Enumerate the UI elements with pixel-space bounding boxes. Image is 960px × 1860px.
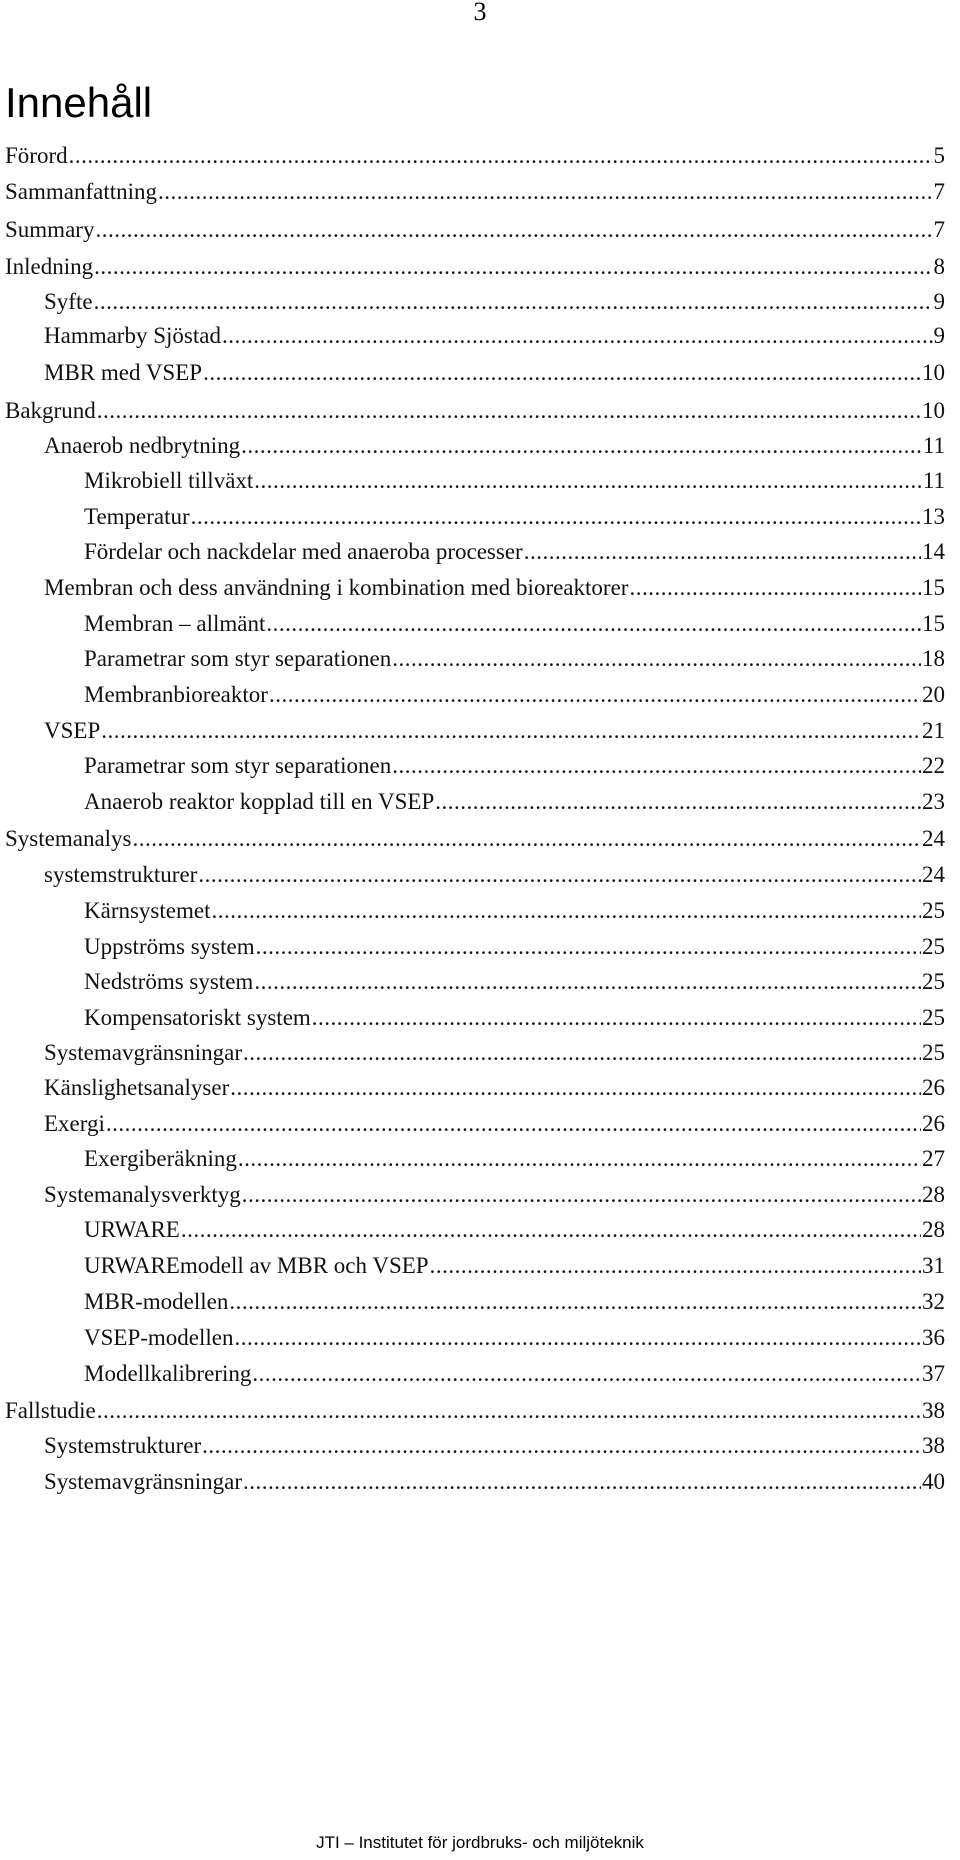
toc-dot-leader (524, 534, 921, 570)
toc-entry[interactable] (44, 1428, 945, 1464)
toc-entry[interactable] (84, 1000, 945, 1036)
toc-dot-leader (252, 1356, 921, 1392)
toc-entry-page: 32 (922, 1289, 945, 1314)
toc-dot-leader (230, 1070, 921, 1106)
toc-entry-page: 26 (922, 1075, 945, 1100)
toc-entry-page: 7 (933, 179, 945, 204)
toc-dot-leader (238, 1141, 921, 1177)
toc-entry-page: 9 (933, 289, 945, 314)
toc-entry-page: 31 (922, 1253, 945, 1278)
toc-entry[interactable] (84, 677, 945, 713)
toc-entry[interactable] (44, 428, 945, 464)
toc-dot-leader (430, 1248, 921, 1284)
toc-entry[interactable] (44, 1070, 945, 1106)
toc-entry-page: 11 (922, 468, 945, 493)
toc-entry-title: MBR med VSEP (44, 360, 203, 385)
toc-entry-page: 37 (922, 1361, 945, 1386)
toc-entry-page: 25 (922, 1005, 945, 1030)
toc-dot-leader (69, 138, 933, 174)
toc-dot-leader (254, 964, 921, 1000)
toc-dot-leader (198, 857, 921, 893)
toc-entry-page: 40 (922, 1469, 945, 1494)
toc-dot-leader (191, 499, 921, 535)
toc-dot-leader (202, 1428, 921, 1464)
toc-dot-leader (392, 641, 921, 677)
toc-entry-page: 13 (922, 504, 945, 529)
toc-entry-title: URWARE (84, 1217, 180, 1242)
toc-dot-leader (203, 355, 921, 391)
toc-entry-page: 25 (922, 969, 945, 994)
toc-entry-page: 27 (922, 1146, 945, 1171)
toc-dot-leader (435, 784, 921, 820)
toc-entry-page: 24 (922, 862, 945, 887)
toc-dot-leader (266, 606, 921, 642)
toc-entry[interactable] (44, 857, 945, 893)
toc-entry-title: Känslighetsanalyser (44, 1075, 230, 1100)
toc-entry-title: Parametrar som styr separationen (84, 753, 392, 778)
toc-entry-title: systemstrukturer (44, 862, 198, 887)
toc-entry[interactable] (5, 138, 945, 174)
toc-entry-title: Sammanfattning (5, 179, 158, 204)
toc-entry[interactable] (84, 784, 945, 820)
toc-entry-page: 24 (922, 826, 945, 851)
toc-dot-leader (101, 713, 921, 749)
toc-entry[interactable] (44, 355, 945, 391)
toc-entry[interactable] (44, 570, 945, 606)
toc-entry[interactable] (84, 1320, 945, 1356)
toc-entry-page: 15 (922, 611, 945, 636)
toc-entry-page: 22 (922, 753, 945, 778)
toc-entry[interactable] (84, 1284, 945, 1320)
toc-dot-leader (95, 212, 932, 248)
toc-entry-title: Fördelar och nackdelar med anaeroba processer (84, 539, 523, 564)
toc-entry[interactable] (84, 606, 945, 642)
toc-entry-title: Systemanalys (5, 826, 132, 851)
toc-entry-title: Anaerob nedbrytning (44, 433, 241, 458)
toc-entry-title: Membran – allmänt (84, 611, 266, 636)
toc-dot-leader (94, 284, 933, 320)
toc-entry-title: Bakgrund (5, 398, 96, 423)
toc-entry-page: 7 (933, 217, 945, 242)
toc-entry-title: VSEP (44, 718, 101, 743)
toc-entry-title: Membran och dess användning i kombination med bioreaktorer (44, 575, 629, 600)
toc-entry-page: 5 (933, 143, 945, 168)
toc-entry-page: 28 (922, 1217, 945, 1242)
toc-dot-leader (235, 1320, 922, 1356)
toc-dot-leader (94, 249, 932, 285)
toc-entry[interactable] (44, 1464, 945, 1500)
toc-entry-title: Exergi (44, 1111, 105, 1136)
toc-entry[interactable] (5, 212, 945, 248)
toc-entry-title: Syfte (44, 289, 93, 314)
toc-dot-leader (243, 1035, 921, 1071)
toc-entry-title: Modellkalibrering (84, 1361, 252, 1386)
toc-entry-title: Hammarby Sjöstad (44, 323, 221, 348)
toc-entry-page: 21 (922, 718, 945, 743)
toc-dot-leader (269, 677, 921, 713)
toc-entry-page: 18 (922, 646, 945, 671)
toc-dot-leader (181, 1212, 921, 1248)
toc-entry-page: 9 (933, 323, 945, 348)
page-footer: JTI – Institutet för jordbruks- och miljöteknik (316, 1833, 644, 1852)
toc-entry-page: 38 (922, 1433, 945, 1458)
toc-entry-page: 10 (922, 398, 945, 423)
toc-entry-title: Förord (5, 143, 68, 168)
toc-entry-page: 25 (922, 1040, 945, 1065)
toc-entry[interactable] (44, 713, 945, 749)
toc-dot-leader (97, 1393, 921, 1429)
toc-entry-page: 15 (922, 575, 945, 600)
toc-dot-leader (241, 428, 922, 464)
toc-dot-leader (211, 893, 921, 929)
toc-entry-page: 28 (922, 1182, 945, 1207)
toc-entry[interactable] (84, 641, 945, 677)
toc-entry[interactable] (5, 249, 945, 285)
page-number: 3 (473, 0, 487, 26)
toc-entry-title: Exergiberäkning (84, 1146, 237, 1171)
toc-entry-page: 11 (922, 433, 945, 458)
toc-dot-leader (106, 1106, 921, 1142)
toc-entry-title: Nedströms system (84, 969, 254, 994)
toc-entry-page: 26 (922, 1111, 945, 1136)
toc-entry[interactable] (44, 318, 945, 354)
toc-entry-title: Mikrobiell tillväxt (84, 468, 254, 493)
toc-heading: Innehåll (5, 79, 153, 126)
toc-entry-page: 20 (922, 682, 945, 707)
toc-entry[interactable] (5, 174, 945, 210)
toc-entry-title: MBR-modellen (84, 1289, 229, 1314)
toc-entry-title: URWAREmodell av MBR och VSEP (84, 1253, 429, 1278)
toc-dot-leader (312, 1000, 921, 1036)
toc-dot-leader (243, 1464, 921, 1500)
toc-dot-leader (158, 174, 932, 210)
toc-dot-leader (242, 1177, 921, 1213)
toc-entry-title: Kärnsystemet (84, 898, 211, 923)
toc-entry[interactable] (84, 964, 945, 1000)
toc-dot-leader (254, 463, 922, 499)
toc-entry-title: Systemstrukturer (44, 1433, 202, 1458)
toc-entry[interactable] (84, 893, 945, 929)
toc-entry[interactable] (84, 534, 945, 570)
toc-dot-leader (133, 821, 922, 857)
toc-entry[interactable] (84, 463, 945, 499)
toc-entry[interactable] (44, 1035, 945, 1071)
toc-dot-leader (256, 929, 921, 965)
toc-entry[interactable] (84, 1141, 945, 1177)
toc-entry[interactable] (5, 821, 945, 857)
toc-entry-title: Uppströms system (84, 934, 255, 959)
toc-entry[interactable] (84, 748, 945, 784)
toc-entry-title: Anaerob reaktor kopplad till en VSEP (84, 789, 435, 814)
toc-entry[interactable] (84, 1248, 945, 1284)
toc-entry-title: Temperatur (84, 504, 190, 529)
toc-entry[interactable] (44, 284, 945, 320)
toc-dot-leader (222, 318, 933, 354)
toc-entry-title: Systemavgränsningar (44, 1040, 243, 1065)
toc-entry-title: Systemanalysverktyg (44, 1182, 241, 1207)
toc-entry-page: 8 (933, 254, 945, 279)
toc-entry[interactable] (5, 1393, 945, 1429)
toc-entry[interactable] (84, 1356, 945, 1392)
toc-entry-page: 38 (922, 1398, 945, 1423)
toc-entry-page: 10 (922, 360, 945, 385)
toc-entry-page: 23 (922, 789, 945, 814)
toc-entry-title: Summary (5, 217, 95, 242)
toc-entry-title: Systemavgränsningar (44, 1469, 243, 1494)
toc-entry-title: Parametrar som styr separationen (84, 646, 392, 671)
toc-entry-page: 14 (922, 539, 945, 564)
toc-entry[interactable] (44, 1177, 945, 1213)
toc-entry[interactable] (5, 393, 945, 429)
toc-entry[interactable] (84, 1212, 945, 1248)
toc-entry-title: Membranbioreaktor (84, 682, 268, 707)
toc-dot-leader (97, 393, 921, 429)
toc-entry-page: 36 (922, 1325, 945, 1350)
toc-entry[interactable] (84, 499, 945, 535)
toc-dot-leader (229, 1284, 921, 1320)
toc-entry-page: 25 (922, 898, 945, 923)
toc-entry[interactable] (44, 1106, 945, 1142)
toc-entry-title: Kompensatoriskt system (84, 1005, 311, 1030)
toc-entry-page: 25 (922, 934, 945, 959)
toc-entry-title: Fallstudie (5, 1398, 96, 1423)
toc-dot-leader (629, 570, 921, 606)
toc-entry-title: Inledning (5, 254, 94, 279)
toc-entry[interactable] (84, 929, 945, 965)
toc-entry-title: VSEP-modellen (84, 1325, 234, 1350)
toc-dot-leader (392, 748, 921, 784)
